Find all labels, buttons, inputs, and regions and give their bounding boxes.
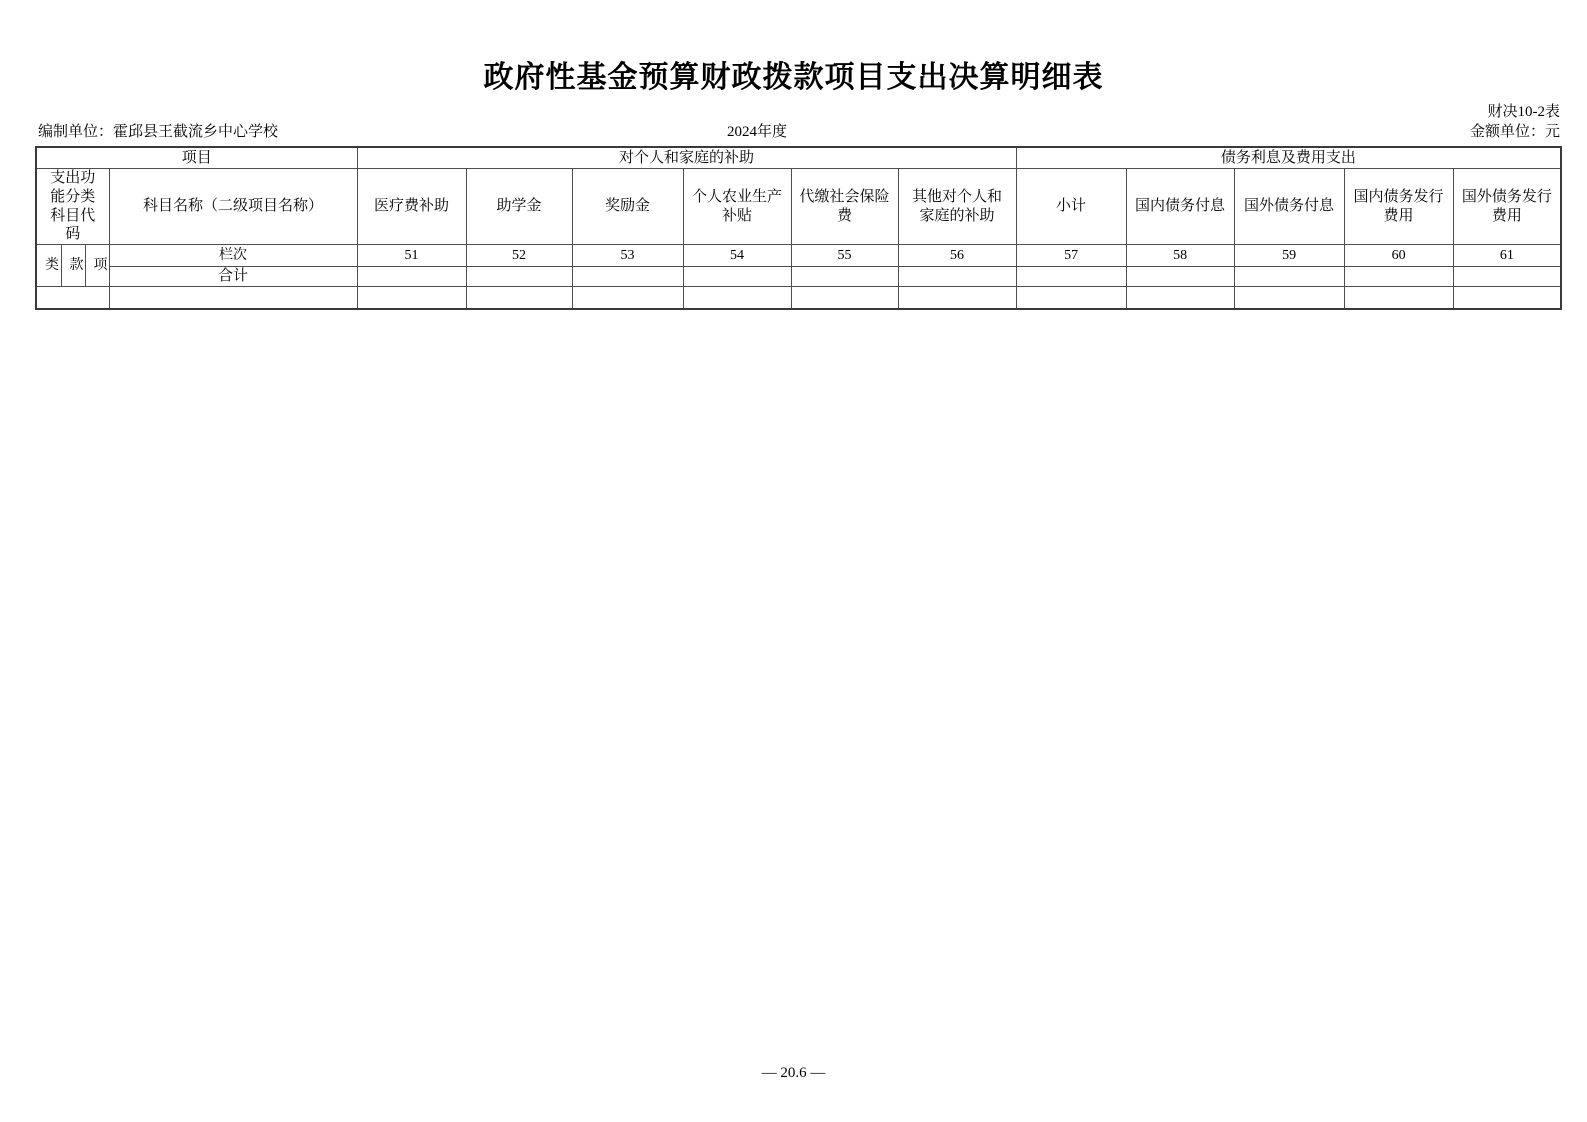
- column-index-number: 59: [1234, 245, 1344, 267]
- data-cell: [357, 287, 466, 310]
- code-subcol-item: 项: [85, 245, 109, 287]
- column-index-row: [36, 245, 1561, 267]
- group-header-debt-interest-expense: 债务利息及费用支出: [1016, 147, 1561, 169]
- column-index-number: 60: [1344, 245, 1453, 267]
- col-header-foreign-debt-interest: 国外债务付息: [1234, 169, 1344, 245]
- column-index-number: 54: [683, 245, 791, 267]
- col-header-subject-name: 科目名称（二级项目名称）: [109, 169, 357, 245]
- data-cell: [1453, 267, 1561, 287]
- data-cell: [572, 287, 683, 310]
- column-index-number: 53: [572, 245, 683, 267]
- amount-unit: 金额单位：元: [1469, 124, 1560, 140]
- data-cell: [898, 287, 1016, 310]
- data-cell: [1453, 287, 1561, 310]
- prepared-by: 编制单位：霍邱县王截流乡中心学校: [38, 124, 279, 140]
- column-index-number: 61: [1453, 245, 1561, 267]
- info-row: [38, 122, 1560, 143]
- col-header-social-insurance-payment: 代缴社会保险费: [791, 169, 898, 245]
- data-cell: [572, 267, 683, 287]
- col-header-domestic-debt-issue-fee: 国内债务发行费用: [1344, 169, 1453, 245]
- column-index-label: 栏次: [109, 245, 357, 267]
- page-number: — 20.6 —: [761, 1065, 826, 1081]
- data-cell: [791, 287, 898, 310]
- data-cell: [683, 267, 791, 287]
- data-cell: [466, 287, 572, 310]
- page-title: 政府性基金预算财政拨款项目支出决算明细表: [483, 61, 1104, 94]
- col-header-domestic-debt-interest: 国内债务付息: [1126, 169, 1234, 245]
- group-header-project: 项目: [36, 147, 357, 169]
- column-index-number: 58: [1126, 245, 1234, 267]
- data-cell: [357, 267, 466, 287]
- total-row-label: 合计: [109, 267, 357, 287]
- group-header-personal-family-subsidy: 对个人和家庭的补助: [357, 147, 1016, 169]
- data-cell: [1234, 267, 1344, 287]
- col-header-agricultural-production-subsidy: 个人农业生产补贴: [683, 169, 791, 245]
- expenditure-detail-table: [35, 146, 1562, 310]
- col-header-subtotal: 小计: [1016, 169, 1126, 245]
- col-header-medical-fee-subsidy: 医疗费补助: [357, 169, 466, 245]
- column-index-number: 51: [357, 245, 466, 267]
- data-cell: [1126, 267, 1234, 287]
- data-cell: [1344, 267, 1453, 287]
- data-cell: [1016, 267, 1126, 287]
- column-header-row: [36, 169, 1561, 245]
- col-header-student-grant: 助学金: [466, 169, 572, 245]
- total-row: [36, 267, 1561, 287]
- data-cell: [1126, 287, 1234, 310]
- code-subcol-section: 款: [61, 245, 85, 287]
- data-cell: [683, 287, 791, 310]
- data-cell: [1344, 287, 1453, 310]
- column-index-number: 55: [791, 245, 898, 267]
- fiscal-year: 2024年度: [727, 124, 788, 140]
- column-index-number: 56: [898, 245, 1016, 267]
- empty-code-cell: [36, 287, 109, 310]
- data-cell: [1234, 287, 1344, 310]
- col-header-function-code: 支出功能分类科目代码: [36, 169, 109, 245]
- data-cell: [466, 267, 572, 287]
- col-header-other-personal-family-subsidy: 其他对个人和家庭的补助: [898, 169, 1016, 245]
- empty-data-row: [36, 287, 1561, 310]
- data-cell: [791, 267, 898, 287]
- col-header-reward-money: 奖励金: [572, 169, 683, 245]
- col-header-foreign-debt-issue-fee: 国外债务发行费用: [1453, 169, 1561, 245]
- data-cell: [1016, 287, 1126, 310]
- code-subcol-class: 类: [36, 245, 61, 287]
- column-index-number: 52: [466, 245, 572, 267]
- empty-subject-cell: [109, 287, 357, 310]
- form-code: 财决10-2表: [1487, 104, 1560, 120]
- data-cell: [898, 267, 1016, 287]
- group-header-row: [36, 147, 1561, 169]
- column-index-number: 57: [1016, 245, 1126, 267]
